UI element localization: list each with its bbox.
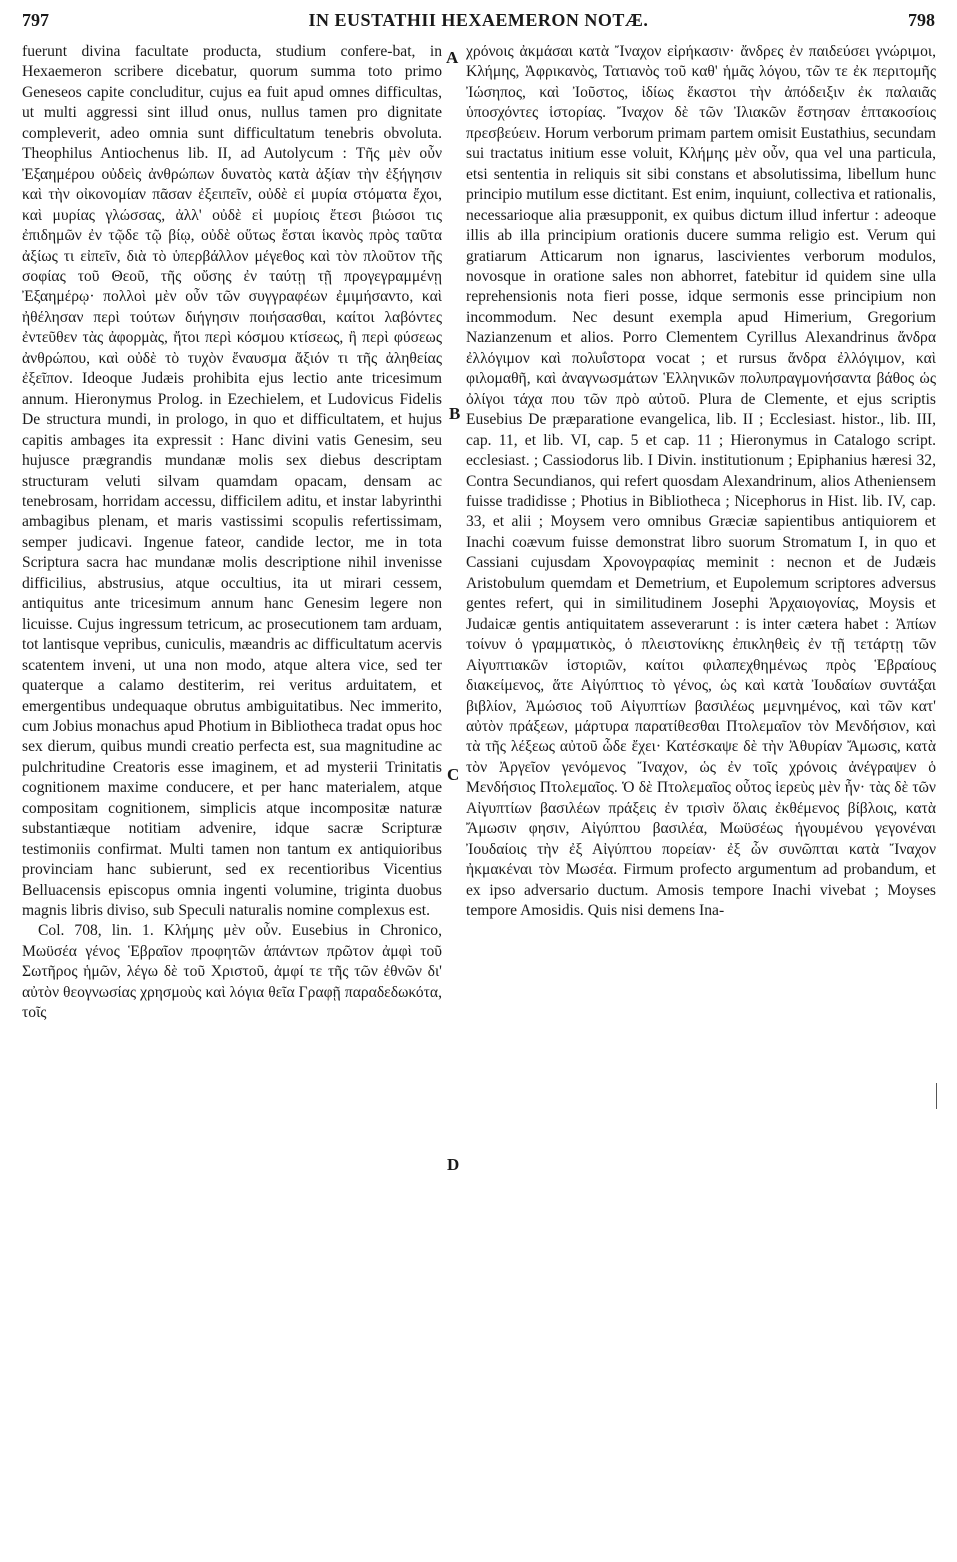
page-number-right: 798 — [908, 10, 935, 30]
left-paragraph-2: Col. 708, lin. 1. Κλήμης μὲν οὖν. Eusebius in Chronico, Μωϋσέα γένος Ἑβραῖον προφητῶν ἁπάντων πρῶτον ἀμφὶ τοῦ Σωτῆρος ἡμῶν, λέγω δὲ τοῦ Χριστοῦ, ἀμφί τε τῆς τῶν ἐθνῶν δι' αὐτὸν θεογνωσίας χρησμοὺς καὶ λόγια θεῖα Γραφῇ παραδεδωκότα, τοῖς — [22, 922, 442, 1022]
margin-letter-a: A — [446, 48, 459, 67]
margin-rule — [936, 1083, 937, 1109]
running-header — [22, 10, 935, 36]
margin-letter-b: B — [449, 404, 461, 423]
page-number-left: 797 — [22, 10, 49, 30]
running-title: IN EUSTATHII HEXAEMERON NOTÆ. — [308, 10, 649, 30]
left-column — [22, 42, 442, 1024]
left-paragraph-1: fuerunt divina facultate producta, studium confere-bat, in Hexaemeron scribere dicebatur, quorum summa toto primo Geneseos capite concluditur, cujus ea fuit apud omnes difficultas, ut multi aggressi sint illud onus, nullus tamen pro dignitate compleverit, adeo omnia sunt difficultatum tenebris obvoluta. Theophilus Antiochenus lib. II, ad Autolycum : Τῆς μὲν οὖν Ἐξαημέρου οὐδεὶς ἀνθρώπων δυνατὸς κατὰ ἀξίαν τὴν ἐξήγησιν καὶ τὴν οἰκονομίαν πᾶσαν ἐξειπεῖν, οὐδὲ εἰ μυρία στόματα ἔχοι, καὶ μυρίας γλώσσας, ἀλλ' οὐδὲ εἰ μυρίοις ἔτεσι βιώσοι τις ἐπιδημῶν ἐν τῷδε τῷ βίῳ, οὐδὲ οὕτως ἔσται ἱκανὸς πρὸς ταῦτα ἀξίως τι εἰπεῖν, διὰ τὸ ὑπερβάλλον μέγεθος καὶ τὸν πλοῦτον τῆς σοφίας τοῦ Θεοῦ, τῆς οὔσης ἐν ταύτῃ τῇ προγεγραμμένῃ Ἐξαημέρῳ· πολλοὶ μὲν οὖν τῶν συγγραφέων ἐμιμήσαντο, καὶ ἠθέλησαν περὶ τούτων διήγησιν ποιήσασθαι, καίτοι λαβόντες ἐντεῦθεν τὰς ἀφορμὰς, ἤτοι περὶ κόσμου κτίσεως, ἢ περὶ φύσεως ἀνθρώπου, καὶ οὐδὲ τὸ τυχὸν ἔναυσμα ἄξιόν τι τῆς ἀληθείας ἐξεῖπον. Ideoque Judæis prohibita ejus lectio ante tricesimum annum. Hieronymus Prolog. in Ezechielem, et Ludovicus Fidelis De structura mundi, in prologo, in quo et difficultatem, et hujus capitis ambages ita expressit : Hanc divini vatis Genesim, seu hujusce prægrandis mundanæ molis sex diebus descriptam structuram veluti silvam quamdam opacam, densam ac tenebrosam, horridam accessu, difficilem aditu, et instar labyrinthi ambagibus plenam, et maris vastissimi scopulis refertissimam, semper judicavi. Ingenue fateor, candide lector, me in tota Scriptura sacra hac mundanæ molis descriptione nihil invenisse difficilius, abstrusius, atque occultius, ita ut mirari cessem, antiquitus ante tricesimum annum hanc Genesim legere non licuisse. Cujus ingressum tetricum, ac prosecutionem tam arduam, tot lantisque vepribus, cuniculis, mæandris ac difficultatum acervis scatentem inveni, ut una non modo, atque altera vice, sed ter quaterque a calamo destiterim, rei veritus arduitatem, et emergentibus undequaque obrutus ambiguitatibus. Nec immerito, cum Jobius monachus apud Photium in Bibliotheca tradat opus hoc sex dierum, quibus mundi creatio perfecta est, sua magnitudine ac pulchritudine Creatoris esse imaginem, et ad mysterii Trinitatis cognitionem maxime conducere, et per hanc materialem, atque compositam cognitionem, simplicis atque incompositæ naturæ substantiæque notitiam advenire, idque sacræ Scripturæ testimoniis confirmat. Multi tamen non tantum ex antiquioribus provinciam hanc subierunt, sed ex recentioribus Vicentius Belluacensis episcopus omnia ingenti volumine, triginta duobus magnis libris diviso, sub Speculi naturalis nomine complexus est. — [22, 43, 442, 920]
right-column — [466, 42, 936, 921]
margin-letter-d: D — [447, 1155, 460, 1174]
margin-letter-c: C — [447, 765, 460, 784]
right-paragraph-1: χρόνοις ἀκμάσαι κατὰ Ἴναχον εἰρήκασιν· ἄνδρες ἐν παιδεύσει γνώριμοι, Κλήμης, Ἀφρικανὸς, Τατιανὸς τοῦ καθ' ἡμᾶς λόγου, τῶν τε ἐκ περιτομῆς Ἰώσηπος, καὶ Ἰοῦστος, ἰδίως ἕκαστοι τὴν ἀπόδειξιν ἐκ παλαιᾶς ὑποσχόντες ἱστορίας. Ἴναχον δὲ τῶν Ἰλιακῶν ἔστησαν ἑπτακοσίοις πρεσβεύειν. Horum verborum primam partem omisit Eustathius, secundam sui tractatus initium esse voluit, Κλήμης μὲν οὖν, qua vel una particula, etsi sententia in reliquis sit sibi constans et absolutissima, libellum hunc principio mutilum esse dictitant. Est enim, inquiunt, collectiva et rationalis, necessarioque alia præsupponit, ex quibus dictum illud infertur : adeoque illis ab illa principium orationis ducere summa religio est. Verum qui gratiarum Atticarum non ignarus, lascivientes verborum modulos, novosque in oratione sales non abhorret, fatebitur id quidem sine ulla reprehensionis nota fieri posse, idque sermonis esse principium non incommodum. Nec desunt exempla apud Himerium, Gregorium Nazianzenum et alios. Porro Clementem Cyrillus Alexandrinus ἄνδρα ἐλλόγιμον καὶ πολυΐστορα vocat ; et rursus ἄνδρα ἐλλόγιμον, καὶ φιλομαθῆ, καὶ ἀναγνωσμάτων Ἑλληνικῶν πολυπραγμονήσαντα βάθος ὡς ὀλίγοι τάχα που τῶν πρὸ αὐτοῦ. Plura de Clemente, et ejus scriptis Eusebius De præparatione evangelica, lib. II ; Ecclesiast. histor., lib. III, cap. 11, et lib. VI, cap. 5 et cap. 11 ; Hieronymus in Catalogo script. ecclesiast. ; Cassiodorus lib. I Divin. institutionum ; Epiphanius hæresi 32, Contra Secundianos, qui refert quosdam Alexandrinum, alios Atheniensem fuisse tradidisse ; Photius in Bibliotheca ; Nicephorus in Hist. lib. IV, cap. 33, et alii ; Moysem vero omnibus Græciæ sapientibus antiquiorem et Inachi coævum fuisse demonstrat libro suorum Stromatum I, in quo et Cassiani cujusdam Χρονογραφίας meminit : necnon et de Judæis Aristobulum quemdam et Demetrium, et Eupolemum scriptores adversus gentes refert, qui in similitudinem Josephi Ἀρχαιογονίας, Moysis et Judaicæ gentis antiquitatem asseverarunt : is inter cætera habet : Ἀπίων τοίνυν ὁ γραμματικὸς, ὁ πλειστονίκης ἐπικληθεὶς ἐν τῇ τετάρτῃ τῶν Αἰγυπτιακῶν ἱστοριῶν, καίτοι φιλαπεχθημένως πρὸς Ἑβραίους διακείμενος, ἅτε Αἰγύπτιος τὸ γένος, ὡς καὶ κατὰ Ἰουδαίων συντάξαι βιβλίον, Ἀμώσιος τοῦ Αἰγυπτίων βασιλέως μεμνημένος, καὶ τῶν κατ' αὐτὸν πράξεων, μάρτυρα παρατίθεσθαι Πτολεμαῖον τὸν Μενδήσιον, καὶ τὰ τῆς λέξεως αὐτοῦ ὧδε ἔχει· Κατέσκαψε δὲ τὴν Ἀθυρίαν Ἄμωσις, κατὰ τὸν Ἀργεῖον γενόμενος Ἴναχον, ὡς ἐν τοῖς χρόνοις ἀνέγραψεν ὁ Μενδήσιος Πτολεμαῖος. Ὁ δὲ Πτολεμαῖος οὗτος ἱερεὺς μὲν ἦν· τὰς δὲ τῶν Αἰγυπτίων βασιλέων πράξεις ἐν τρισὶν ὅλαις ἐκθέμενος βίβλοις, κατὰ Ἄμωσιν φησιν, Αἰγύπτου βασιλέα, Μωϋσέως ἡγουμένου γεγονέναι Ἰουδαίοις τὴν ἐξ Αἰγύπτου πορείαν· ἐξ ὧν συνῶπται κατὰ Ἴναχον ἠκμακέναι τὸν Μωσέα. Firmum profecto argumentum ad probandum, et ex ipso adversario ductum. Amosis tempore Inachi vivebat ; Moyses tempore Amosidis. Quis nisi demens Ina- — [466, 43, 936, 920]
